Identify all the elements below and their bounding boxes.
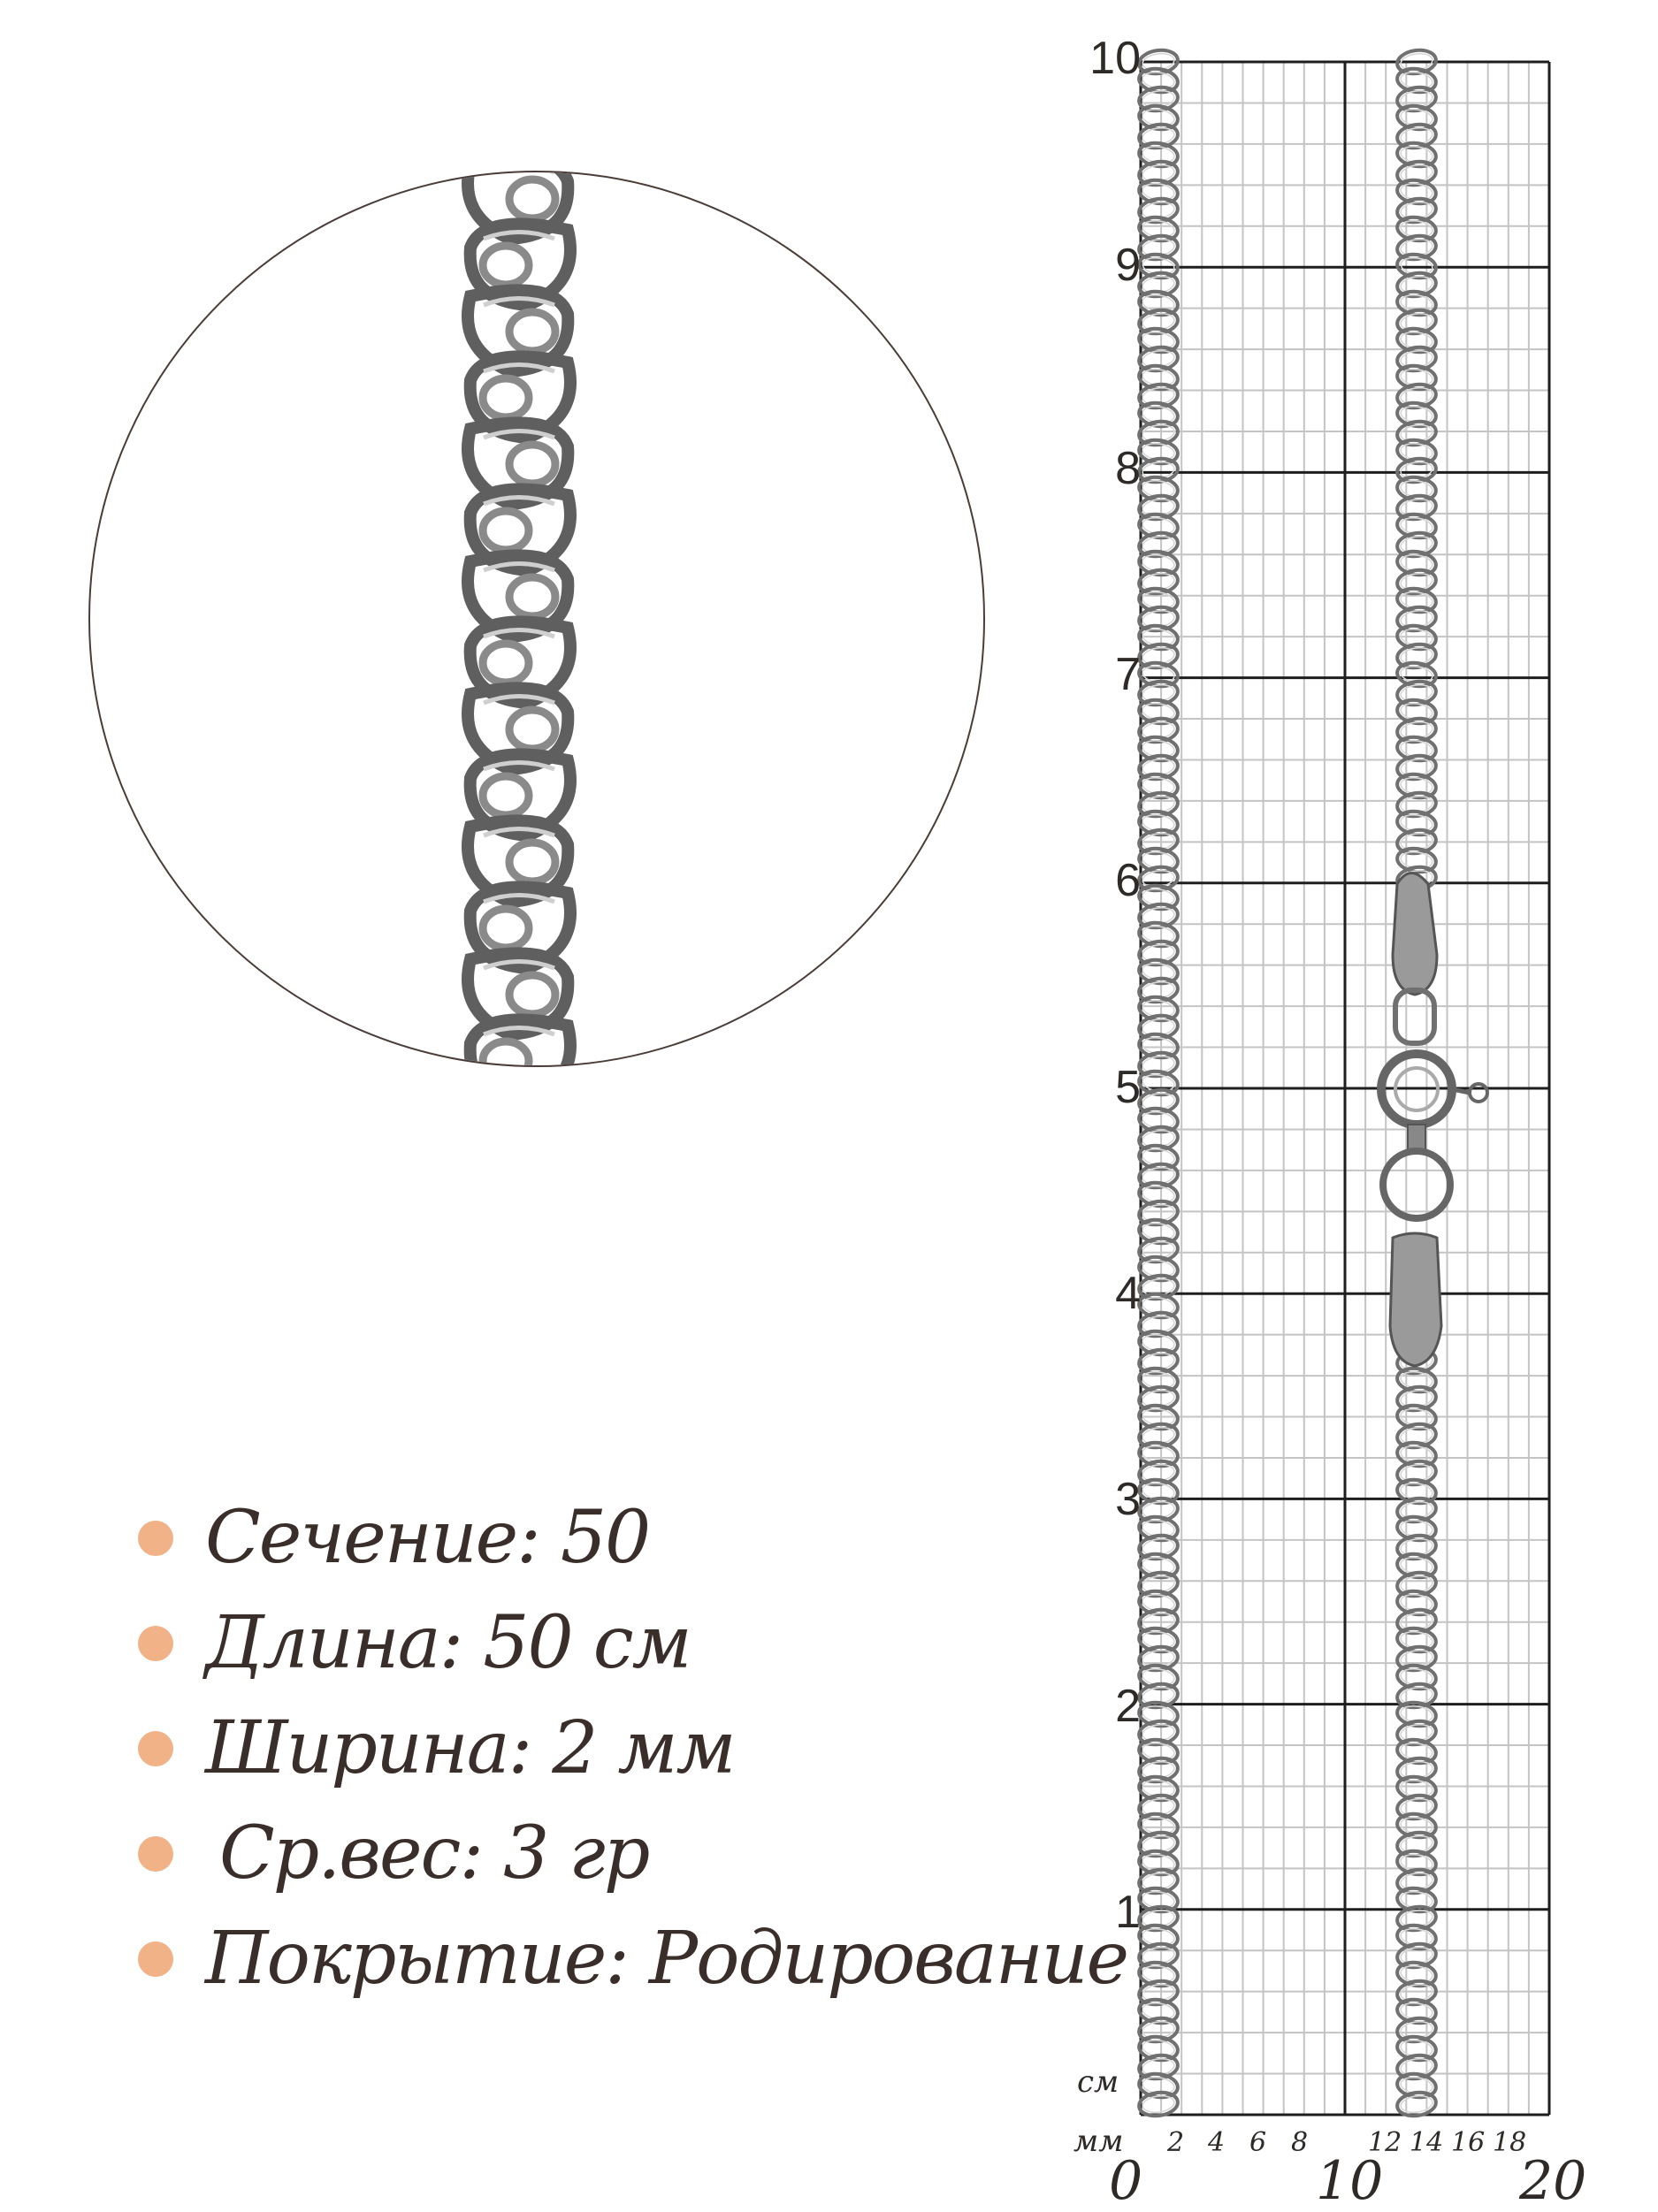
spec-length: Длина: 50 см	[205, 1601, 691, 1685]
spec-coating: Покрытие: Родирование	[205, 1917, 1128, 2001]
bullet-icon	[138, 1626, 173, 1661]
mm-label-12: 12	[1368, 2127, 1402, 2158]
mm-label-8: 8	[1291, 2127, 1309, 2158]
mm-label-6: 6	[1249, 2127, 1267, 2158]
cm-label-10: 10	[1089, 33, 1141, 84]
spec-width: Ширина: 2 мм	[205, 1706, 735, 1790]
cm-label-6: 6	[1115, 855, 1141, 906]
mm-label-20: 20	[1519, 2150, 1587, 2212]
cm-label-7: 7	[1115, 649, 1141, 700]
cm-label-1: 1	[1115, 1887, 1141, 1938]
bullet-icon	[138, 1836, 173, 1872]
mm-label-0: 0	[1109, 2150, 1143, 2212]
zoom-circle	[88, 171, 985, 1067]
cm-label-4: 4	[1115, 1268, 1141, 1319]
mm-label-18: 18	[1493, 2127, 1527, 2158]
mm-label-4: 4	[1208, 2127, 1226, 2158]
cm-label-8: 8	[1115, 443, 1141, 494]
bullet-icon	[138, 1731, 173, 1766]
bullet-icon	[138, 1521, 173, 1556]
spec-weight: Ср.вес: 3 гр	[219, 1812, 649, 1895]
cm-unit-label: см	[1077, 2064, 1119, 2100]
spec-section: Сечение: 50	[205, 1496, 650, 1580]
mm-label-16: 16	[1451, 2127, 1486, 2158]
mm-label-2: 2	[1167, 2127, 1185, 2158]
mm-label-14: 14	[1410, 2127, 1444, 2158]
cm-label-5: 5	[1115, 1062, 1141, 1113]
mm-unit-label: мм	[1073, 2124, 1124, 2159]
cm-label-3: 3	[1115, 1474, 1141, 1525]
cm-label-2: 2	[1115, 1681, 1141, 1732]
mm-label-10: 10	[1316, 2150, 1384, 2212]
clasp-icon	[1381, 873, 1487, 1367]
bullet-icon	[138, 1941, 173, 1977]
chain-closeup-icon	[90, 172, 983, 1065]
measurement-ruler	[1035, 0, 1658, 2210]
cm-label-9: 9	[1115, 240, 1141, 291]
